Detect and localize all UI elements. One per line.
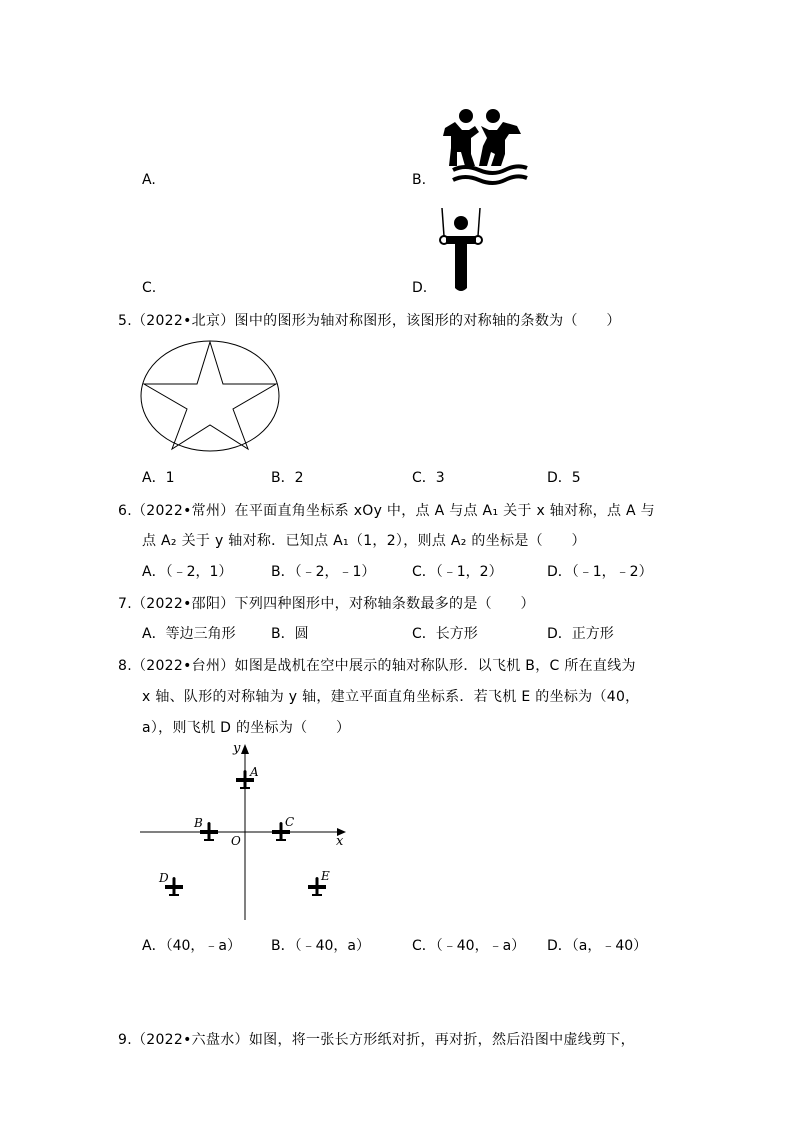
gymnastics-rings-icon xyxy=(436,208,486,294)
q8-option-c: C．（﹣40，﹣a） xyxy=(412,938,526,954)
q6-stem-line2: 点 A₂ 关于 y 轴对称．已知点 A₁（1，2），则点 A₂ 的坐标是（ ） xyxy=(142,533,586,549)
q8-stem-line2: x 轴、队形的对称轴为 y 轴，建立平面直角坐标系．若飞机 E 的坐标为（40， xyxy=(142,689,640,705)
q6-option-d: D．（﹣1，﹣2） xyxy=(547,564,653,580)
q7-option-a: A．等边三角形 xyxy=(142,626,236,642)
q4-option-d: D. xyxy=(412,280,428,296)
x-axis-label: x xyxy=(336,834,344,849)
q8-option-a: A．（40，﹣a） xyxy=(142,938,241,954)
q8-stem-line3: a），则飞机 D 的坐标为（ ） xyxy=(142,720,351,736)
point-label-c: C xyxy=(285,815,295,829)
q9-stem: 9.（2022•六盘水）如图，将一张长方形纸对折，再对折，然后沿图中虚线剪下， xyxy=(118,1032,635,1048)
point-label-d: D xyxy=(159,871,169,885)
point-label-e: E xyxy=(321,869,330,883)
q7-option-b: B．圆 xyxy=(271,626,309,642)
y-axis-label: y xyxy=(233,741,241,756)
q8-option-b: B．（﹣40，a） xyxy=(271,938,370,954)
q8-option-d: D．（a，﹣40） xyxy=(547,938,648,954)
q5-option-c: C．3 xyxy=(412,470,445,486)
q6-stem-line1: 6.（2022•常州）在平面直角坐标系 xOy 中，点 A 与点 A₁ 关于 x 轴对称，点 A 与 xyxy=(118,503,655,519)
q4-option-a: A. xyxy=(142,172,156,188)
point-label-a: A xyxy=(250,765,259,779)
q7-stem: 7.（2022•邵阳）下列四种图形中，对称轴条数最多的是（ ） xyxy=(118,596,535,612)
q5-stem: 5.（2022•北京）图中的图形为轴对称图形，该图形的对称轴的条数为（ ） xyxy=(118,313,621,329)
q6-option-b: B．（﹣2，﹣1） xyxy=(271,564,376,580)
origin-label: O xyxy=(231,834,241,848)
q4-option-c: C. xyxy=(142,280,157,296)
point-label-b: B xyxy=(194,816,203,830)
q5-option-d: D．5 xyxy=(547,470,581,486)
q4-option-b: B. xyxy=(412,172,427,188)
q6-option-c: C．（﹣1，2） xyxy=(412,564,503,580)
q8-stem-line1: 8.（2022•台州）如图是战机在空中展示的轴对称队形．以飞机 B，C 所在直线为 xyxy=(118,658,636,674)
q5-option-b: B．2 xyxy=(271,470,304,486)
star-in-circle-figure xyxy=(140,340,280,452)
q7-option-c: C．长方形 xyxy=(412,626,478,642)
q5-option-a: A．1 xyxy=(142,470,175,486)
synchronized-swimming-icon xyxy=(435,102,535,188)
y-axis-arrow xyxy=(241,744,249,754)
q6-option-a: A．（﹣2，1） xyxy=(142,564,233,580)
formation-coordinate-graph xyxy=(140,738,360,924)
q7-option-d: D．正方形 xyxy=(547,626,614,642)
